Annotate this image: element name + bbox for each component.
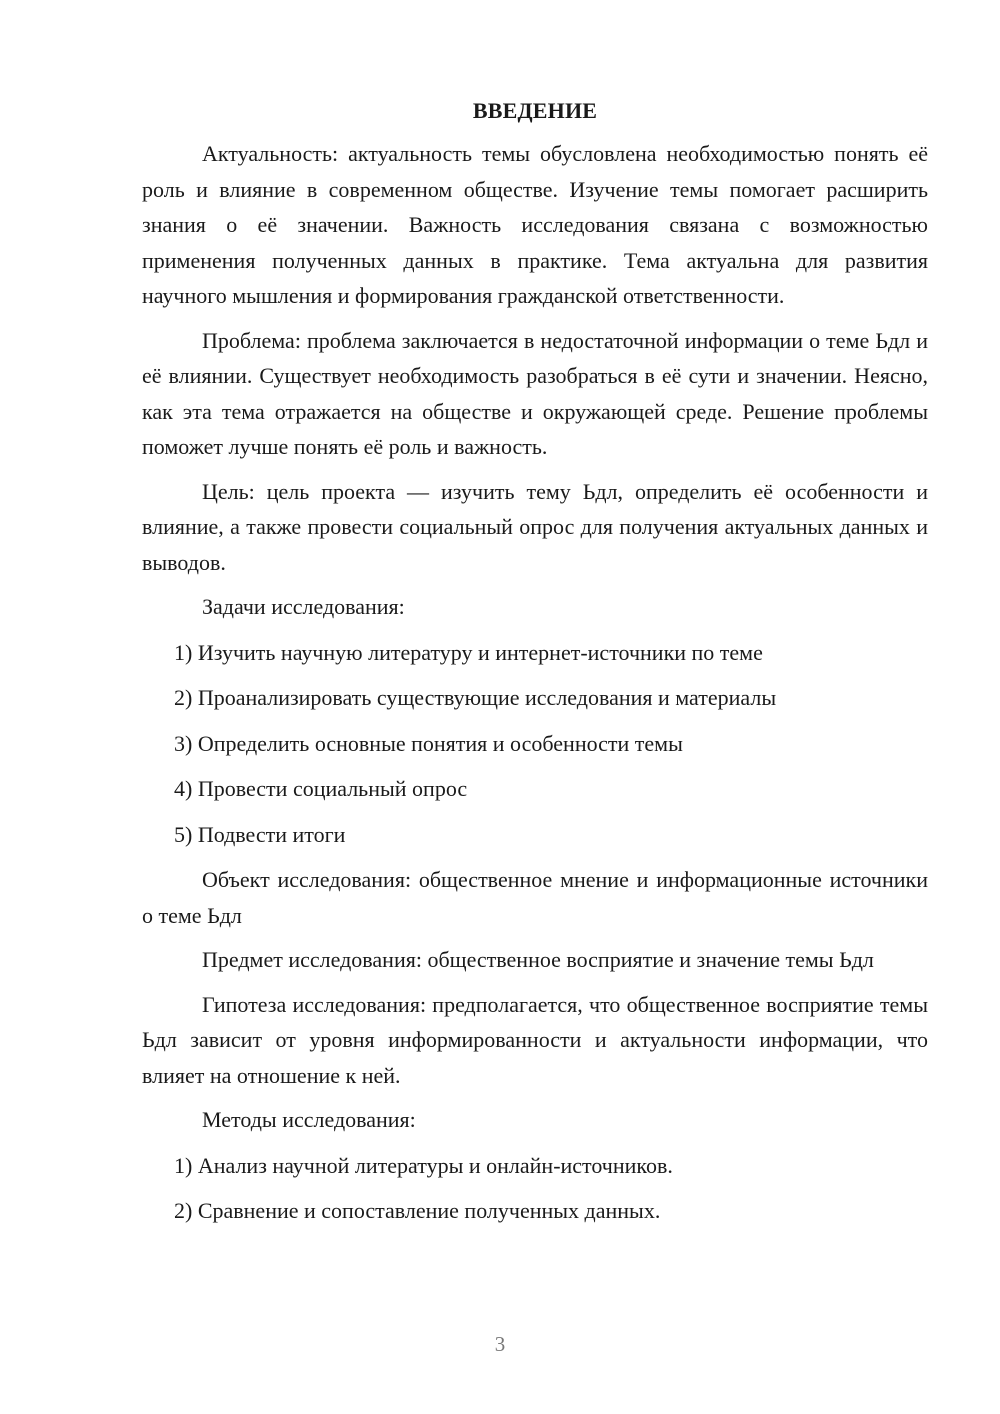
- object-paragraph: Объект исследования: общественное мнение и информационные источники о теме Ьдл: [142, 867, 928, 928]
- list-item: 2) Сравнение и сопоставление полученных данных.: [174, 1198, 661, 1223]
- list-item: 5) Подвести итоги: [174, 821, 346, 847]
- page-number: 3: [494, 1332, 506, 1356]
- tasks-list: [142, 635, 928, 853]
- list-item: 1) Изучить научную литературу и интернет-источники по теме: [174, 639, 763, 665]
- methods-list: [142, 1148, 928, 1229]
- list-item: 3) Определить основные понятия и особенности темы: [174, 730, 683, 756]
- problem-paragraph: Проблема: проблема заключается в недостаточной информации о теме Ьдл и её влиянии. Существует необходимость разобраться в её сути и значении. Неясно, как эта тема отражается на обществе и окружающей среде. Решение проблемы поможет лучше понять её роль и важность.: [142, 327, 928, 459]
- hypothesis-paragraph: Гипотеза исследования: предполагается, что общественное восприятие темы Ьдл зависит от уровня информированности и актуальности информации, что влияет на отношение к ней.: [142, 991, 928, 1088]
- document-title: ВВЕДЕНИЕ: [472, 98, 598, 123]
- subject-paragraph: Предмет исследования: общественное восприятие и значение темы Ьдл: [202, 947, 874, 972]
- goal-paragraph: Цель: цель проекта — изучить тему Ьдл, определить её особенности и влияние, а также провести социальный опрос для получения актуальных данных и выводов.: [142, 478, 928, 575]
- tasks-heading: Задачи исследования:: [202, 594, 405, 619]
- document-page: [142, 96, 928, 1239]
- relevance-paragraph: Актуальность: актуальность темы обусловлена необходимостью понять её роль и влияние в современном обществе. Изучение темы помогает расширить знания о её значении. Важность исследования связана с возможностью применения полученных данных в практике. Тема актуальна для развития научного мышления и формирования гражданской ответственности.: [142, 141, 928, 308]
- list-item: 2) Проанализировать существующие исследования и материалы: [174, 685, 777, 710]
- list-item: 1) Анализ научной литературы и онлайн-источников.: [174, 1152, 673, 1178]
- methods-heading: Методы исследования:: [202, 1107, 416, 1132]
- list-item: 4) Провести социальный опрос: [174, 776, 468, 801]
